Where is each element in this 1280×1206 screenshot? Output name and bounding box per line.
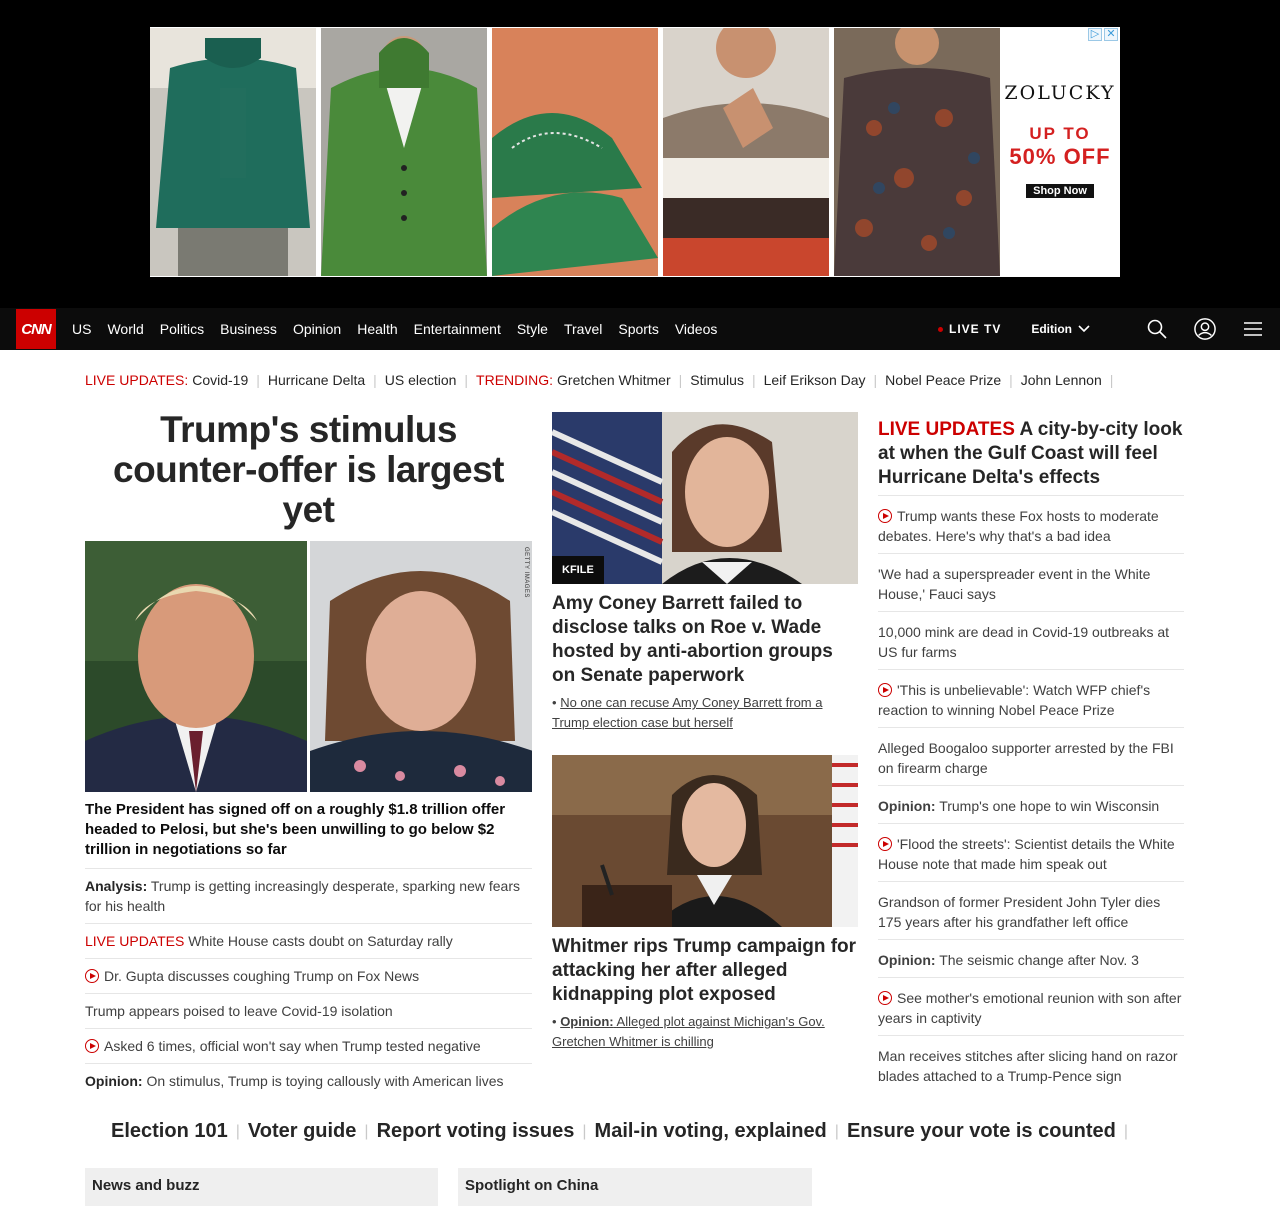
list-item[interactable] — [85, 959, 532, 994]
election-link-mail-in[interactable]: Mail-in voting, explained — [594, 1120, 827, 1142]
ad-shop-now-button[interactable]: Shop Now — [1026, 184, 1094, 198]
list-item-text: 'This is unbelievable': Watch WFP chief's reaction to winning Nobel Peace Prize — [878, 682, 1151, 718]
opinion-label: Opinion: — [85, 1073, 143, 1089]
edition-label: Edition — [1031, 322, 1072, 336]
nav-link-entertainment[interactable]: Entertainment — [413, 321, 501, 337]
list-item[interactable] — [878, 1036, 1184, 1093]
election-link-report-issues[interactable]: Report voting issues — [376, 1120, 575, 1142]
whitmer-headline[interactable]: Whitmer rips Trump campaign for attacking her after alleged kidnapping plot exposed — [552, 936, 857, 1005]
play-video-icon — [85, 969, 99, 983]
list-item[interactable] — [878, 554, 1184, 612]
opinion-label: Opinion: — [878, 798, 936, 814]
nav-link-world[interactable]: World — [107, 321, 144, 337]
hurricane-headline-text: A city-by-city look at when the Gulf Coast will feel Hurricane Delta's effects — [878, 419, 1183, 488]
list-item[interactable] — [85, 924, 532, 959]
top-nav — [0, 308, 1280, 350]
list-item[interactable] — [878, 612, 1184, 670]
play-video-icon — [878, 991, 892, 1005]
list-item-text: Trump wants these Fox hosts to moderate debates. Here's why that's a bad idea — [878, 508, 1159, 544]
list-item-text: Trump is getting increasingly desperate, sparking new fears for his health — [85, 878, 520, 914]
nav-right — [938, 308, 1264, 350]
list-item[interactable] — [878, 824, 1184, 882]
list-item-text: 'We had a superspreader event in the White House,' Fauci says — [878, 566, 1151, 602]
list-item[interactable] — [878, 978, 1184, 1036]
nav-link-travel[interactable]: Travel — [563, 321, 603, 337]
search-icon[interactable] — [1146, 318, 1168, 340]
list-item-text: 10,000 mink are dead in Covid-19 outbreaks at US fur farms — [878, 624, 1170, 660]
separator: | — [834, 1122, 839, 1140]
list-item-text: Man receives stitches after slicing hand on razor blades attached to a Trump-Pence sign — [878, 1048, 1178, 1084]
bullet: • — [552, 1014, 557, 1029]
play-video-icon — [878, 509, 892, 523]
trending-label: TRENDING: — [476, 372, 554, 388]
live-updates-label: LIVE UPDATES: — [85, 372, 189, 388]
user-account-icon[interactable] — [1194, 318, 1216, 340]
lead-image-pelosi — [310, 541, 533, 792]
ad-offer-line2: 50% OFF — [1009, 144, 1111, 169]
separator: | — [1109, 372, 1114, 388]
ad-brand-panel[interactable] — [1000, 27, 1120, 277]
right-column-list — [878, 496, 1184, 1093]
whitmer-related-text: Alleged plot against Michigan's Gov. Gretchen Whitmer is chilling — [552, 1014, 825, 1049]
trending-link-covid[interactable]: Covid-19 — [192, 372, 249, 388]
trending-link-whitmer[interactable]: Gretchen Whitmer — [557, 372, 671, 388]
bullet: • — [552, 695, 557, 710]
election-link-voter-guide[interactable]: Voter guide — [247, 1120, 357, 1142]
edition-selector[interactable] — [1031, 322, 1090, 336]
list-item-text: Grandson of former President John Tyler dies 175 years after his grandfather left office — [878, 894, 1161, 930]
list-item-text: Alleged Boogaloo supporter arrested by the FBI on firearm charge — [878, 740, 1174, 776]
separator: | — [678, 372, 683, 388]
barrett-headline[interactable]: Amy Coney Barrett failed to disclose talks on Roe v. Wade hosted by anti-abortion groups on Senate paperwork — [552, 593, 833, 686]
election-link-101[interactable]: Election 101 — [111, 1120, 228, 1142]
chevron-down-icon — [1078, 325, 1090, 333]
list-item[interactable] — [85, 994, 532, 1029]
trending-bar — [85, 370, 1121, 390]
barrett-related — [552, 693, 858, 733]
photo-credit: GETTY IMAGES — [523, 547, 529, 598]
list-item-text: White House casts doubt on Saturday rally — [188, 933, 453, 949]
trending-link-stimulus[interactable]: Stimulus — [690, 372, 744, 388]
list-item[interactable] — [878, 670, 1184, 728]
cnn-logo[interactable]: CNN — [16, 309, 56, 349]
list-item[interactable] — [878, 786, 1184, 824]
whitmer-related-link[interactable] — [552, 1014, 825, 1049]
list-item[interactable] — [85, 869, 532, 924]
ad-close-icon[interactable]: ✕ — [1104, 28, 1118, 41]
election-link-vote-counted[interactable]: Ensure your vote is counted — [846, 1120, 1116, 1142]
separator: | — [873, 372, 878, 388]
barrett-related-link[interactable]: No one can recuse Amy Coney Barrett from a Trump election case but herself — [552, 695, 823, 730]
live-tv-button[interactable] — [938, 322, 1001, 336]
list-item-text: Trump appears poised to leave Covid-19 isolation — [85, 1003, 393, 1019]
ad-photo-cardigan-green[interactable] — [321, 28, 487, 276]
ad-photo-sweater-teal[interactable] — [150, 28, 316, 276]
ad-brand-name: ZOLUCKY — [1004, 82, 1116, 104]
lead-image[interactable] — [85, 541, 532, 792]
ad-zone — [0, 0, 1280, 308]
lead-subhead[interactable]: The President has signed off on a roughly $1.8 trillion offer headed to Pelosi, but she's been unwilling to go below $2 trillion in negotiations so far — [85, 800, 532, 869]
trending-link-leif-erikson[interactable]: Leif Erikson Day — [763, 372, 866, 388]
ad-choices[interactable] — [1088, 28, 1118, 41]
nav-links — [72, 308, 717, 350]
ad-photo-tunic-floral[interactable] — [834, 28, 1000, 276]
play-video-icon — [878, 683, 892, 697]
barrett-image[interactable] — [552, 412, 858, 584]
ad-banner[interactable] — [150, 27, 1120, 277]
opinion-label: Opinion: — [560, 1014, 614, 1029]
list-item-text: On stimulus, Trump is toying callously with American lives — [146, 1073, 504, 1089]
separator: | — [364, 1122, 369, 1140]
lead-image-trump — [85, 541, 308, 792]
nav-link-health[interactable]: Health — [357, 321, 398, 337]
separator: | — [373, 372, 377, 388]
list-item-text: Trump's one hope to win Wisconsin — [939, 798, 1160, 814]
separator: | — [256, 372, 260, 388]
opinion-label: Opinion: — [878, 952, 936, 968]
trending-link-hurricane-delta[interactable]: Hurricane Delta — [267, 372, 366, 388]
live-updates-label: LIVE UPDATES — [85, 933, 185, 949]
section-news-and-buzz[interactable]: News and buzz — [85, 1168, 438, 1206]
separator: | — [582, 1122, 587, 1140]
list-item[interactable] — [85, 1029, 532, 1064]
list-item[interactable] — [85, 1064, 532, 1098]
list-item[interactable] — [878, 940, 1184, 978]
hurricane-headline[interactable] — [878, 418, 1184, 496]
list-item[interactable] — [878, 496, 1184, 554]
nav-link-sports[interactable]: Sports — [618, 321, 659, 337]
list-item-text: Dr. Gupta discusses coughing Trump on Fox News — [104, 968, 420, 984]
list-item-text: See mother's emotional reunion with son after years in captivity — [878, 990, 1182, 1026]
lead-related-list — [85, 869, 532, 1098]
ad-photo-shoes-green[interactable] — [492, 28, 658, 276]
lead-headline[interactable]: Trump's stimulus counter-offer is largest yet — [113, 409, 504, 530]
ad-photo-sweater-stripes[interactable] — [663, 28, 829, 276]
nav-link-business[interactable]: Business — [220, 321, 277, 337]
analysis-label: Analysis: — [85, 878, 148, 894]
kfile-label: KFILE — [552, 556, 604, 584]
trending-link-us-election[interactable]: US election — [384, 372, 457, 388]
whitmer-related — [552, 1012, 858, 1052]
nav-link-opinion[interactable]: Opinion — [292, 321, 342, 337]
separator: | — [1009, 372, 1013, 388]
play-video-icon — [85, 1039, 99, 1053]
separator: | — [464, 372, 469, 388]
lead-story-column — [85, 410, 532, 1098]
play-video-icon — [878, 837, 892, 851]
list-item-text: 'Flood the streets': Scientist details the White House note that made him speak out — [878, 836, 1175, 872]
live-tv-label: LIVE TV — [948, 322, 1002, 336]
ad-offer-line1: UP TO — [1029, 124, 1091, 143]
nav-link-us[interactable]: US — [72, 321, 92, 337]
trending-link-john-lennon[interactable]: John Lennon — [1020, 372, 1102, 388]
separator: | — [751, 372, 756, 388]
live-updates-label: LIVE UPDATES — [878, 419, 1015, 440]
election-bar — [111, 1120, 1136, 1143]
right-column — [878, 418, 1184, 1093]
separator: | — [235, 1122, 240, 1140]
trending-link-nobel[interactable]: Nobel Peace Prize — [885, 372, 1002, 388]
list-item-text: The seismic change after Nov. 3 — [939, 952, 1139, 968]
list-item[interactable] — [878, 728, 1184, 786]
middle-column — [552, 412, 858, 1052]
list-item[interactable] — [878, 882, 1184, 940]
menu-icon[interactable] — [1242, 318, 1264, 340]
whitmer-image[interactable] — [552, 755, 858, 927]
nav-link-politics[interactable]: Politics — [159, 321, 205, 337]
nav-link-videos[interactable]: Videos — [674, 321, 718, 337]
ad-info-icon[interactable]: ▷ — [1088, 28, 1102, 41]
separator: | — [1123, 1122, 1129, 1140]
section-spotlight-china[interactable]: Spotlight on China — [458, 1168, 812, 1206]
list-item-text: Asked 6 times, official won't say when Trump tested negative — [104, 1038, 481, 1054]
nav-link-style[interactable]: Style — [516, 321, 548, 337]
live-dot-icon — [938, 327, 943, 332]
